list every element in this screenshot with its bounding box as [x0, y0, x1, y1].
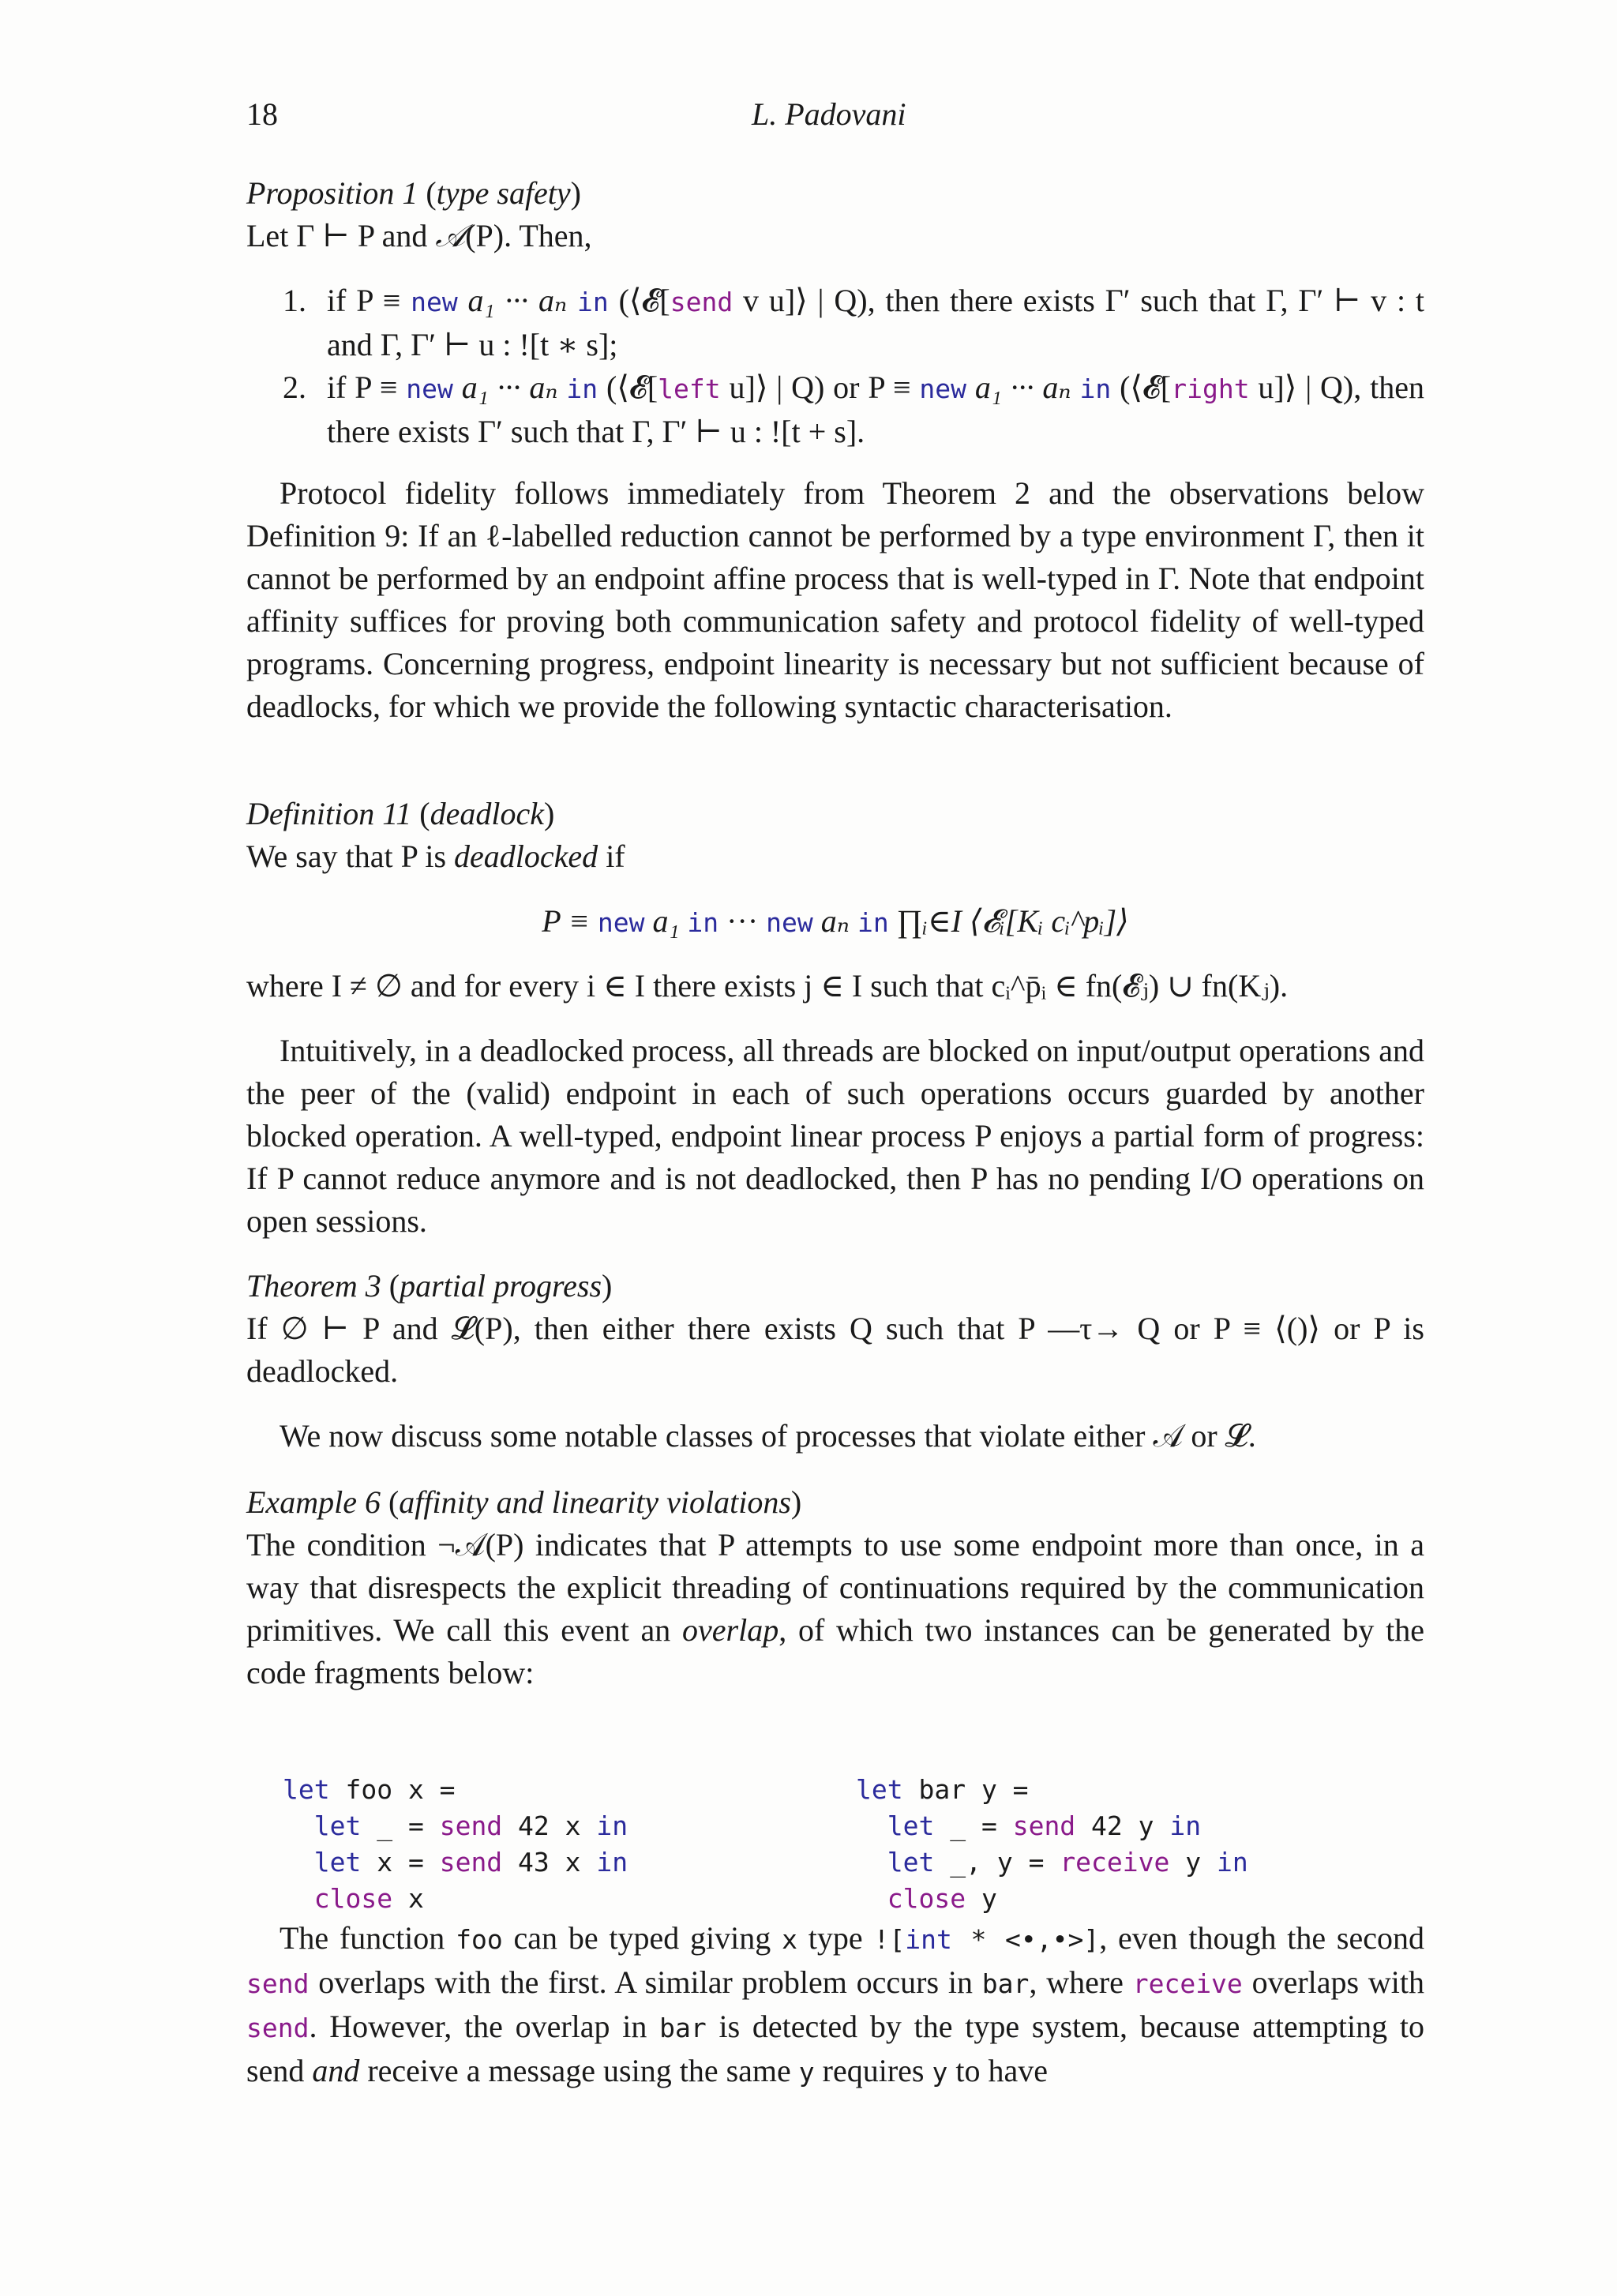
- theorem-heading: Theorem 3 (partial progress): [246, 1268, 613, 1304]
- proposition-item-2: 2. if P ≡ new a₁ ··· aₙ in (⟨𝓔[left u]⟩ | Q) or P ≡ new a₁ ··· aₙ in (⟨𝓔[right u]⟩ | Q), then there exists Γ′ such that Γ, Γ′ ⊢ u : ![t + s].: [283, 370, 1424, 449]
- definition-intro: We say that P is deadlocked if: [246, 838, 625, 874]
- code-fragment-foo: let foo x = let _ = send 42 x in let x = send 43 x in close x: [283, 1774, 628, 1914]
- paragraph-intuitively: Intuitively, in a deadlocked process, all threads are blocked on input/output operations and the peer of the (valid) endpoint in each of such operations occurs guarded by another blocked operation. A well-typed, endpoint linear process P enjoys a partial form of progress: If P cannot reduce anymore and is not deadlocked, then P has no pending I/O operations on open sessions.: [246, 1033, 1424, 1239]
- proposition-list: [246, 279, 1424, 453]
- paragraph-overlap-explanation: The function foo can be typed giving x type ![int * <•,•>], even though the second send overlaps with the first. A similar problem occurs in bar, where receive overlaps with send. However, the overlap in bar is detected by the type system, because attempting to send and receive a message using the same y requires y to have: [246, 1920, 1425, 2088]
- proposition-heading: Proposition 1 (type safety): [246, 175, 581, 211]
- code-fragment-bar: let bar y = let _ = send 42 y in let _, y = receive y in close y: [856, 1774, 1248, 1914]
- theorem-block: [246, 1265, 1424, 1393]
- paragraph-discussion: We now discuss some notable classes of processes that violate either 𝒜 or 𝓛.: [280, 1418, 1256, 1454]
- definition-where: where I ≠ ∅ and for every i ∈ I there exists j ∈ I such that cᵢ^p̄ᵢ ∈ fn(𝓔ⱼ) ∪ fn(Kⱼ).: [246, 968, 1289, 1004]
- proposition-block: [246, 172, 1424, 453]
- example-block: [246, 1481, 1424, 1694]
- proposition-item-1: 1. if P ≡ new a₁ ··· aₙ in (⟨𝓔[send v u]⟩ | Q), then there exists Γ′ such that Γ, Γ′ ⊢ v : t and Γ, Γ′ ⊢ u : ![t ∗ s];: [283, 283, 1424, 362]
- definition-block: [246, 793, 1424, 1007]
- theorem-statement: If ∅ ⊢ P and 𝓛(P), then either there exists Q such that P —τ→ Q or P ≡ ⟨()⟩ or P is deadlocked.: [246, 1311, 1424, 1389]
- definition-heading: Definition 11 (deadlock): [246, 796, 555, 831]
- proposition-intro: Let Γ ⊢ P and 𝒜(P). Then,: [246, 218, 592, 253]
- example-text: The condition ¬𝒜(P) indicates that P attempts to use some endpoint more than once, in a way that disrespects the explicit threading of continuations required by the communication primitives. We call this event an overlap, of which two instances can be generated by the code fragments below:: [246, 1527, 1424, 1690]
- paragraph-protocol-fidelity: Protocol fidelity follows immediately from Theorem 2 and the observations below Definition 9: If an ℓ-labelled reduction cannot be performed by a type environment Γ, then it cannot be performed by an endpoint affine process that is well-typed in Γ. Note that endpoint affinity suffices for proving both communication safety and protocol fidelity of well-typed programs. Concerning progress, endpoint linearity is necessary but not sufficient because of deadlocks, for which we provide the following syntactic characterisation.: [246, 475, 1424, 724]
- running-title: L. Padovani: [752, 96, 906, 132]
- page-number: 18: [246, 96, 278, 132]
- definition-equation: P ≡ new a₁ in ··· new aₙ in ∏ᵢ∈I ⟨𝓔ᵢ[Kᵢ cᵢ^pᵢ]⟩: [542, 903, 1129, 939]
- example-heading: Example 6 (affinity and linearity violations): [246, 1484, 802, 1520]
